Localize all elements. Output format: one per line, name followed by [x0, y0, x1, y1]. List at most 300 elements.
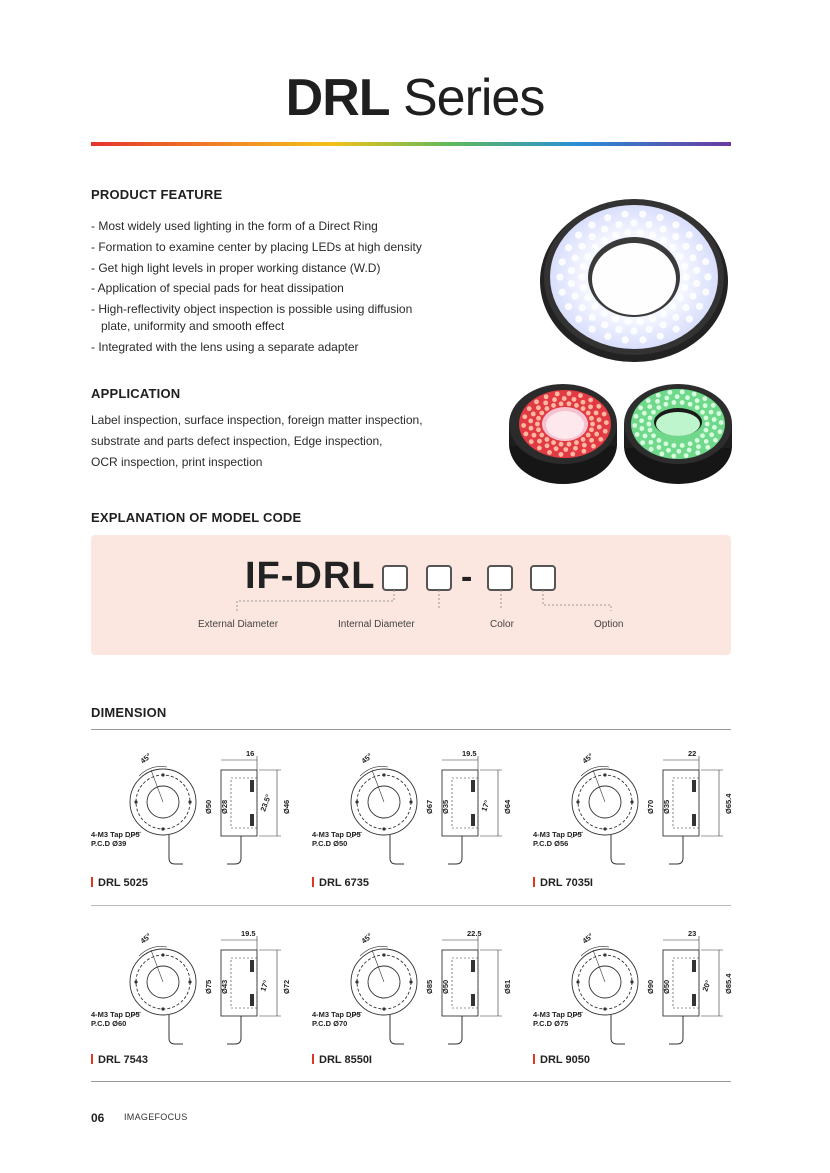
led-dot [622, 336, 629, 343]
led-dot [703, 403, 708, 408]
led-dot [705, 422, 710, 427]
led-dot [556, 274, 563, 281]
led-dot [567, 391, 572, 396]
led-dot [539, 433, 544, 438]
led-dot [711, 403, 716, 408]
led-dot [559, 401, 564, 406]
led-dot [535, 422, 540, 427]
led-dot [545, 437, 550, 442]
led-dot [716, 411, 721, 416]
led-dot [601, 226, 608, 233]
led-dot [672, 221, 679, 228]
led-dot [559, 289, 566, 296]
d1-label: Ø90 [646, 979, 655, 994]
led-dot [660, 226, 667, 233]
led-dot [671, 400, 676, 405]
led-dot [646, 422, 651, 427]
technical-drawing [91, 740, 301, 870]
d2-label: Ø35 [662, 799, 671, 814]
led-dot [638, 405, 643, 410]
led-dot [580, 284, 587, 291]
led-dot [655, 399, 660, 404]
model-name [312, 1054, 372, 1066]
angle-label: 45° [359, 931, 374, 946]
led-dot [696, 303, 703, 310]
led-dot [602, 412, 607, 417]
led-dot [621, 211, 628, 218]
led-dot [663, 441, 668, 446]
led-dot [649, 315, 656, 322]
led-dot [591, 444, 596, 449]
dimension-drawing [533, 740, 743, 890]
led-dot [581, 449, 586, 454]
led-dot [649, 232, 656, 239]
led-dot [523, 432, 528, 437]
led-dot [539, 411, 544, 416]
led-dot [651, 433, 656, 438]
led-dot [645, 221, 652, 228]
led-dot [657, 438, 662, 443]
led-dot [709, 432, 714, 437]
led-dot [615, 326, 622, 333]
led-dot [695, 405, 700, 410]
led-dot [552, 397, 557, 402]
led-dot [713, 438, 718, 443]
led-dot [671, 454, 676, 459]
led-dot [578, 393, 583, 398]
led-dot [681, 263, 688, 270]
technical-drawing [312, 740, 522, 870]
led-dot [597, 425, 602, 430]
led-dot [666, 448, 671, 453]
led-dot [643, 434, 648, 439]
accent-bar [312, 1054, 314, 1064]
led-dot [668, 390, 673, 395]
led-dot [597, 417, 602, 422]
model-name [533, 877, 593, 889]
led-dot [534, 399, 539, 404]
led-dot [639, 210, 646, 217]
led-dot [521, 423, 526, 428]
led-dot [632, 423, 637, 428]
led-dot [702, 288, 709, 295]
dimension-drawing [533, 918, 743, 1068]
led-dot [603, 429, 608, 434]
led-dot [545, 443, 550, 448]
application-heading: APPLICATION [91, 386, 181, 401]
white-ring-light-image [538, 193, 730, 363]
led-dot [601, 321, 608, 328]
footer-brand: IMAGEFOCUS [124, 1112, 188, 1122]
width-label: 19.5 [241, 929, 256, 938]
led-dot [660, 237, 667, 244]
led-dot [529, 439, 534, 444]
green-ring-light-image [622, 374, 734, 486]
rainbow-divider [91, 142, 731, 146]
led-dot [639, 426, 644, 431]
led-dot [612, 315, 619, 322]
led-dot [702, 258, 709, 265]
led-dot [640, 440, 645, 445]
led-dot [635, 432, 640, 437]
width-label: 22 [688, 749, 697, 758]
led-dot [685, 395, 690, 400]
led-dot [582, 443, 587, 448]
angle2-label: 17° [258, 978, 271, 993]
led-dot [675, 394, 680, 399]
led-dot [692, 392, 697, 397]
model-name [533, 1054, 590, 1066]
led-dot [649, 447, 654, 452]
led-dot [527, 406, 532, 411]
accent-bar [312, 877, 314, 887]
led-dot [572, 397, 577, 402]
d2-label: Ø50 [662, 979, 671, 994]
led-dot [704, 428, 709, 433]
led-dot [584, 253, 591, 260]
angle2-label: 20° [700, 978, 713, 993]
led-dot [575, 231, 582, 238]
led-dot [656, 393, 661, 398]
led-dot [589, 416, 594, 421]
page-number: 06 [91, 1111, 105, 1125]
led-dot [696, 244, 703, 251]
led-dot [568, 280, 575, 287]
led-dot [559, 442, 564, 447]
led-dot [630, 219, 637, 226]
led-dot [712, 417, 717, 422]
d1-label: Ø50 [204, 799, 213, 814]
led-dot [682, 304, 689, 311]
model-name-text: DRL 8550I [319, 1054, 372, 1066]
led-dot [589, 427, 594, 432]
led-dot [657, 333, 664, 340]
led-dot [555, 392, 560, 397]
led-dot [574, 403, 579, 408]
led-dot [682, 273, 689, 280]
model-code-prefix: IF-DRL [245, 555, 376, 597]
led-dot [531, 412, 536, 417]
led-dot [657, 405, 662, 410]
model-code-heading: EXPLANATION OF MODEL CODE [91, 510, 302, 525]
led-dot [586, 433, 591, 438]
led-dot [545, 406, 550, 411]
led-dot [543, 400, 548, 405]
d3-label: Ø64 [503, 799, 512, 814]
led-dot [689, 254, 696, 261]
led-dot [601, 310, 608, 317]
led-dot [580, 263, 587, 270]
d1-label: Ø70 [646, 799, 655, 814]
application-text [91, 410, 431, 473]
led-dot [581, 437, 586, 442]
led-dot [588, 398, 593, 403]
tap-label: 4-M3 Tap DP5 [533, 1010, 582, 1019]
led-dot [559, 452, 564, 457]
application-line: Label inspection, surface inspection, foreign matter inspection, [91, 413, 423, 427]
feature-item: - High-reflectivity object inspection is possible using diffusion plate, uniformity and smooth effect [91, 302, 413, 334]
led-dot [573, 446, 578, 451]
led-dot [700, 433, 705, 438]
feature-item: - Formation to examine center by placing LEDs at high density [91, 239, 422, 254]
led-dot [574, 440, 579, 445]
led-dot [688, 441, 693, 446]
led-dot [672, 233, 679, 240]
d1-label: Ø85 [425, 979, 434, 994]
led-dot [588, 221, 595, 228]
width-label: 22.5 [467, 929, 482, 938]
led-dot [598, 437, 603, 442]
label-color: Color [490, 619, 514, 630]
led-dot [646, 398, 651, 403]
led-dot [579, 243, 586, 250]
title-rest: Series [389, 69, 545, 127]
led-dot [681, 284, 688, 291]
technical-drawing [533, 918, 743, 1048]
led-dot [551, 403, 556, 408]
d3-label: Ø72 [282, 979, 291, 994]
led-dot [536, 427, 541, 432]
led-dot [689, 293, 696, 300]
technical-drawing [91, 918, 301, 1048]
led-dot [639, 336, 646, 343]
label-external-diameter: External Diameter [198, 619, 279, 630]
led-dot [570, 452, 575, 457]
led-dot [589, 314, 596, 321]
accent-bar [533, 1054, 535, 1064]
led-dot [581, 400, 586, 405]
led-dot [554, 446, 559, 451]
d2-label: Ø28 [220, 799, 229, 814]
led-dot [590, 422, 595, 427]
led-dot [695, 398, 700, 403]
led-dot [660, 321, 667, 328]
d1-label: Ø75 [204, 979, 213, 994]
led-dot [704, 439, 709, 444]
d3-label: Ø85.4 [724, 973, 733, 994]
title-bold: DRL [285, 69, 390, 127]
led-dot [669, 303, 676, 310]
divider [91, 905, 731, 906]
led-dot [586, 411, 591, 416]
feature-list [91, 218, 431, 360]
led-dot [612, 232, 619, 239]
led-dot [529, 426, 534, 431]
d2-label: Ø35 [441, 799, 450, 814]
page-title [0, 68, 830, 128]
led-dot [528, 419, 533, 424]
led-dot [664, 396, 669, 401]
led-dot [536, 405, 541, 410]
led-dot [559, 258, 566, 265]
led-dot [677, 294, 684, 301]
dimension-heading: DIMENSION [91, 705, 167, 720]
led-dot [565, 244, 572, 251]
dimension-drawing [91, 740, 301, 890]
led-dot [700, 410, 705, 415]
led-dot [709, 410, 714, 415]
led-dot [567, 401, 572, 406]
led-dot [579, 304, 586, 311]
led-dot [656, 445, 661, 450]
model-name [91, 877, 148, 889]
led-dot [624, 318, 631, 325]
led-dot [634, 414, 639, 419]
angle-label: 45° [580, 751, 595, 766]
application-line: OCR inspection, print inspection [91, 455, 263, 469]
led-dot [575, 315, 582, 322]
led-dot [536, 416, 541, 421]
led-dot [522, 414, 527, 419]
led-dot [695, 450, 700, 455]
led-dot [719, 420, 724, 425]
led-dot [680, 400, 685, 405]
led-dot [565, 303, 572, 310]
led-dot [688, 402, 693, 407]
technical-drawing [533, 740, 743, 870]
led-dot [637, 229, 644, 236]
led-dot [704, 415, 709, 420]
led-dot [684, 453, 689, 458]
tap-label: 4-M3 Tap DP5 [312, 1010, 361, 1019]
accent-bar [91, 877, 93, 887]
led-dot [677, 253, 684, 260]
led-dot [648, 440, 653, 445]
model-name-text: DRL 5025 [98, 877, 148, 889]
dimension-drawing [312, 740, 522, 890]
d3-label: Ø46 [282, 799, 291, 814]
model-name-text: DRL 7543 [98, 1054, 148, 1066]
model-name [312, 877, 369, 889]
led-dot [568, 267, 575, 274]
led-dot [676, 449, 681, 454]
led-dot [718, 429, 723, 434]
led-dot [591, 303, 598, 310]
led-dot [589, 326, 596, 333]
led-dot [547, 450, 552, 455]
model-code-leaders [91, 535, 731, 655]
angle-label: 45° [359, 751, 374, 766]
dimension-drawing [91, 918, 301, 1068]
model-name-text: DRL 6735 [319, 877, 369, 889]
led-dot [578, 273, 585, 280]
model-name-text: DRL 7035I [540, 877, 593, 889]
led-dot [672, 314, 679, 321]
model-name-text: DRL 9050 [540, 1054, 590, 1066]
pcd-label: P.C.D Ø70 [312, 1019, 348, 1028]
model-name [91, 1054, 148, 1066]
pcd-label: P.C.D Ø39 [91, 839, 127, 848]
led-dot [687, 448, 692, 453]
angle2-label: 23.5° [258, 793, 273, 813]
led-dot [695, 438, 700, 443]
d3-label: Ø81 [503, 979, 512, 994]
application-line: substrate and parts defect inspection, Edge inspection, [91, 434, 383, 448]
led-dot [589, 233, 596, 240]
led-dot [696, 444, 701, 449]
tap-label: 4-M3 Tap DP5 [533, 830, 582, 839]
label-option: Option [594, 619, 624, 630]
led-dot [572, 293, 579, 300]
led-dot [704, 273, 711, 280]
led-dot [604, 420, 609, 425]
d1-label: Ø67 [425, 799, 434, 814]
led-dot [705, 445, 710, 450]
led-dot [591, 244, 598, 251]
tap-label: 4-M3 Tap DP5 [91, 1010, 140, 1019]
led-dot [646, 326, 653, 333]
led-dot [581, 406, 586, 411]
d2-label: Ø43 [220, 979, 229, 994]
technical-drawing [312, 918, 522, 1048]
led-dot [589, 438, 594, 443]
pcd-label: P.C.D Ø50 [312, 839, 348, 848]
led-dot [651, 410, 656, 415]
feature-item: - Most widely used lighting in the form of a Direct Ring [91, 219, 378, 233]
led-dot [567, 442, 572, 447]
feature-item: - Application of special pads for heat dissipation [91, 281, 344, 296]
led-dot [544, 394, 549, 399]
led-dot [624, 229, 631, 236]
pcd-label: P.C.D Ø75 [533, 1019, 569, 1028]
width-label: 19.5 [462, 749, 477, 758]
led-dot [551, 440, 556, 445]
led-dot [659, 451, 664, 456]
led-dot [588, 404, 593, 409]
led-dot [663, 402, 668, 407]
pcd-label: P.C.D Ø56 [533, 839, 569, 848]
width-label: 16 [246, 749, 255, 758]
red-ring-light-image [507, 374, 619, 486]
accent-bar [533, 877, 535, 887]
led-dot [630, 327, 637, 334]
led-dot [693, 280, 700, 287]
led-dot [648, 428, 653, 433]
led-dot [672, 325, 679, 332]
led-dot [669, 244, 676, 251]
tap-label: 4-M3 Tap DP5 [312, 830, 361, 839]
led-dot [594, 410, 599, 415]
divider [91, 729, 731, 730]
led-dot [537, 446, 542, 451]
led-dot [637, 318, 644, 325]
feature-item: - Get high light levels in proper working distance (W.D) [91, 260, 381, 275]
d2-label: Ø50 [441, 979, 450, 994]
product-feature-heading: PRODUCT FEATURE [91, 187, 223, 202]
led-dot [702, 396, 707, 401]
divider [91, 1081, 731, 1082]
label-internal-diameter: Internal Diameter [338, 619, 415, 630]
dimension-drawing [312, 918, 522, 1068]
led-dot [660, 310, 667, 317]
led-dot [680, 390, 685, 395]
pcd-label: P.C.D Ø60 [91, 1019, 127, 1028]
led-dot [693, 267, 700, 274]
led-dot [686, 315, 693, 322]
feature-item: - Integrated with the lens using a separate adapter [91, 339, 359, 354]
led-dot [642, 411, 647, 416]
accent-bar [91, 1054, 93, 1064]
led-dot [604, 214, 611, 221]
led-dot [648, 415, 653, 420]
led-dot [532, 433, 537, 438]
led-dot [680, 443, 685, 448]
led-dot [596, 404, 601, 409]
led-dot [563, 447, 568, 452]
angle-label: 45° [138, 931, 153, 946]
led-dot [601, 237, 608, 244]
angle-label: 45° [138, 751, 153, 766]
